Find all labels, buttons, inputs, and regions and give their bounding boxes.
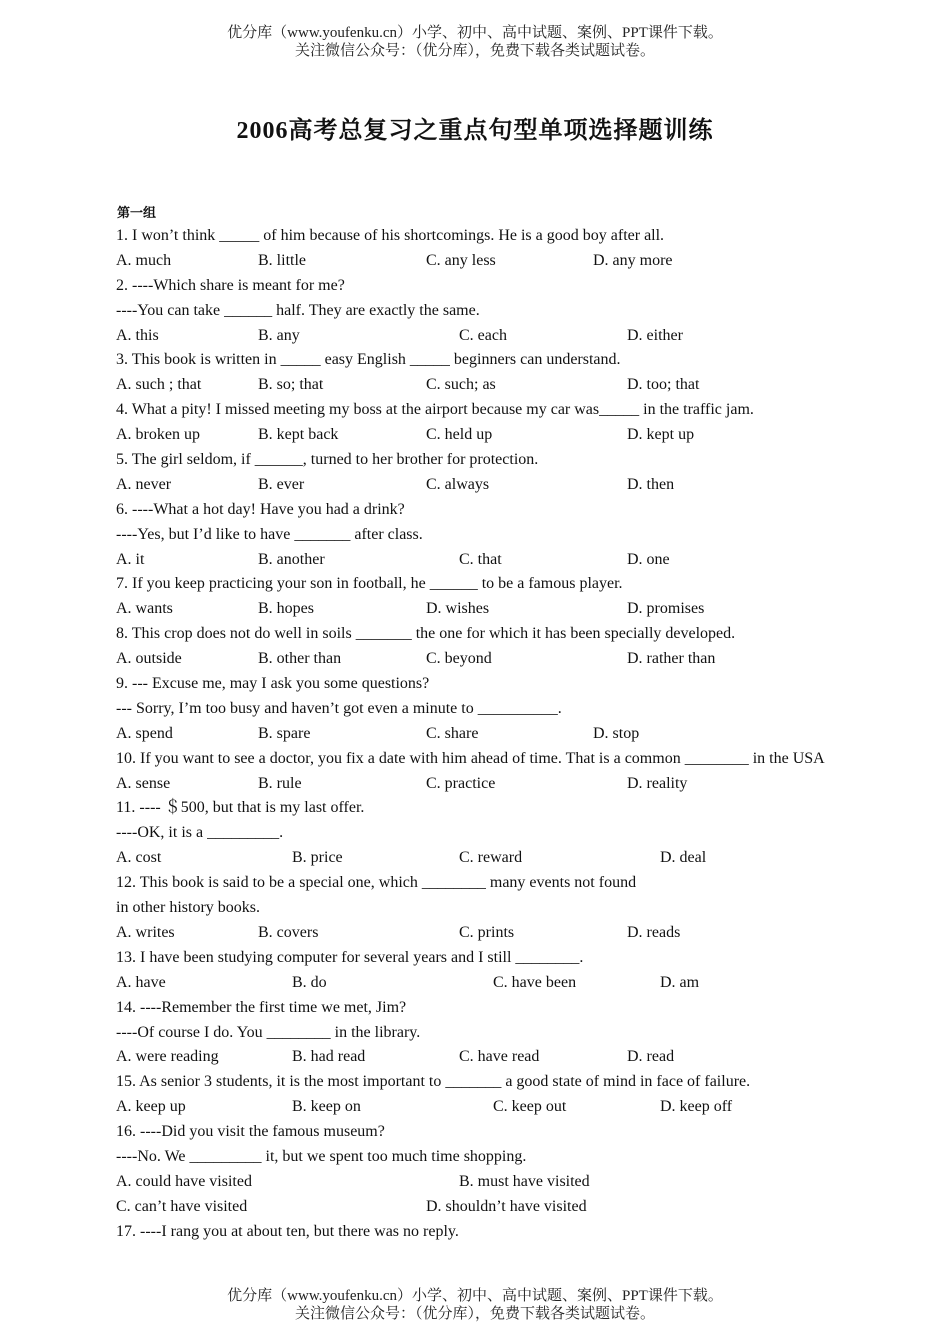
question-text: 13. I have been studying computer for several years and I still ________. [116, 948, 584, 966]
question-text: ----OK, it is a _________. [116, 824, 284, 842]
options-row [116, 971, 916, 996]
answer-option: C. held up [426, 426, 493, 444]
answer-option: C. have been [493, 973, 577, 991]
answer-option: C. keep out [493, 1098, 567, 1116]
answer-option: D. one [627, 550, 670, 568]
question-text: ----Yes, but I’d like to have _______ after class. [116, 525, 423, 543]
answer-option: B. covers [258, 923, 319, 941]
answer-option: D. deal [660, 849, 707, 867]
options-row [116, 249, 916, 274]
answer-option: B. hopes [258, 600, 314, 618]
question-text: 17. ----I rang you at about ten, but there was no reply. [116, 1222, 459, 1240]
answer-option: B. must have visited [459, 1172, 590, 1190]
question-text: 1. I won’t think _____ of him because of his shortcomings. He is a good boy after all. [116, 227, 665, 244]
answer-option: C. prints [459, 923, 515, 941]
answer-option: B. so; that [258, 376, 324, 394]
answer-option: C. reward [459, 849, 523, 867]
answer-option: A. have [116, 973, 166, 991]
answer-option: D. stop [593, 724, 640, 742]
question-text: 3. This book is written in _____ easy English _____ beginners can understand. [116, 351, 621, 369]
answer-option: A. it [116, 550, 145, 568]
answer-option: A. were reading [116, 1048, 219, 1066]
question-text: 7. If you keep practicing your son in football, he ______ to be a famous player. [116, 575, 623, 593]
answer-option: B. rule [258, 774, 302, 792]
answer-option: D. keep off [660, 1098, 733, 1116]
answer-option: B. ever [258, 475, 305, 493]
question-text: ----Of course I do. You ________ in the library. [116, 1023, 421, 1041]
options-row [116, 1095, 916, 1120]
answer-option: A. writes [116, 923, 175, 941]
answer-option: D. either [627, 326, 683, 344]
question-text: 16. ----Did you visit the famous museum? [116, 1123, 385, 1141]
question-text: 8. This crop does not do well in soils _______ the one for which it has been specially developed. [116, 625, 736, 643]
question-text: 4. What a pity! I missed meeting my boss at the airport because my car was_____ in the traffic jam. [116, 401, 754, 419]
answer-option: B. little [258, 251, 306, 269]
answer-option: A. much [116, 251, 172, 269]
answer-option: D. rather than [627, 650, 716, 668]
options-row [116, 1170, 916, 1195]
answer-option: C. any less [426, 251, 496, 269]
question-text: 5. The girl seldom, if ______, turned to her brother for protection. [116, 451, 539, 469]
answer-option: A. outside [116, 650, 182, 668]
answer-option: C. practice [426, 774, 496, 792]
answer-option: A. never [116, 475, 172, 493]
question-text: 6. ----What a hot day! Have you had a drink? [116, 500, 405, 518]
options-row [116, 722, 916, 747]
answer-option: C. always [426, 475, 490, 493]
page-header [0, 24, 950, 60]
question-text: 14. ----Remember the first time we met, Jim? [116, 998, 407, 1016]
options-row [116, 772, 916, 797]
options-row [116, 423, 916, 448]
answer-option: B. had read [292, 1048, 366, 1066]
answer-option: D. then [627, 475, 675, 493]
answer-option: B. keep on [292, 1098, 361, 1116]
answer-option: A. wants [116, 600, 173, 618]
question-text: 15. As senior 3 students, it is the most important to _______ a good state of mind in face of failure. [116, 1073, 751, 1091]
answer-option: D. reads [627, 923, 681, 941]
document-title: 2006高考总复习之重点句型单项选择题训练 [236, 118, 714, 144]
answer-option: B. any [258, 326, 300, 344]
options-row [116, 324, 916, 349]
answer-option: D. too; that [627, 376, 700, 394]
answer-option: A. keep up [116, 1098, 186, 1116]
answer-option: C. can’t have visited [116, 1197, 248, 1215]
answer-option: B. kept back [258, 426, 339, 444]
answer-option: C. that [459, 550, 502, 568]
answer-option: A. sense [116, 774, 171, 792]
answer-option: A. spend [116, 724, 173, 742]
answer-option: A. such ; that [116, 376, 202, 394]
footer-line-1: 优分库（www.youfenku.cn）小学、初中、高中试题、案例、PPT课件下载。 [227, 1288, 723, 1304]
answer-option: D. am [660, 973, 700, 991]
options-row [116, 373, 916, 398]
answer-option: B. other than [258, 650, 342, 668]
question-text: 2. ----Which share is meant for me? [116, 276, 345, 294]
answer-option: B. another [258, 550, 325, 568]
question-text: 11. ---- ＄500, but that is my last offer. [116, 799, 365, 817]
answer-option: C. share [426, 724, 479, 742]
answer-option: A. this [116, 326, 159, 344]
answer-option: D. shouldn’t have visited [426, 1197, 587, 1215]
question-text: ----No. We _________ it, but we spent too much time shopping. [116, 1147, 527, 1165]
options-row [116, 548, 916, 573]
question-list [116, 224, 916, 1245]
answer-option: A. cost [116, 849, 162, 867]
answer-option: B. spare [258, 724, 311, 742]
question-text: 9. --- Excuse me, may I ask you some questions? [116, 675, 430, 693]
options-row [116, 647, 916, 672]
answer-option: B. do [292, 973, 327, 991]
answer-option: C. have read [459, 1048, 540, 1066]
answer-option: A. could have visited [116, 1172, 252, 1190]
answer-option: A. broken up [116, 426, 200, 444]
answer-option: D. any more [593, 251, 673, 269]
options-row [116, 921, 916, 946]
question-text: 12. This book is said to be a special one, which ________ many events not found [116, 874, 637, 892]
options-row [116, 1045, 916, 1070]
page-footer [0, 1287, 950, 1323]
answer-option: D. promises [627, 600, 705, 618]
header-line-2: 关注微信公众号：（优分库），免费下载各类试题试卷。 [294, 43, 655, 59]
question-text: in other history books. [116, 899, 260, 917]
options-row [116, 846, 916, 871]
answer-option: D. read [627, 1048, 675, 1066]
group-heading: 第一组 [117, 205, 157, 220]
answer-option: D. wishes [426, 600, 490, 618]
answer-option: D. kept up [627, 426, 695, 444]
options-row [116, 1195, 916, 1220]
answer-option: B. price [292, 849, 343, 867]
answer-option: C. each [459, 326, 507, 344]
question-text: 10. If you want to see a doctor, you fix a date with him ahead of time. That is a common ________ in the USA [116, 749, 825, 767]
question-text: --- Sorry, I’m too busy and haven’t got even a minute to __________. [116, 699, 562, 717]
answer-option: C. beyond [426, 650, 492, 668]
question-text: ----You can take ______ half. They are exactly the same. [116, 301, 480, 319]
answer-option: C. such; as [426, 376, 496, 394]
options-row [116, 597, 916, 622]
header-line-1: 优分库（www.youfenku.cn）小学、初中、高中试题、案例、PPT课件下载。 [227, 25, 723, 41]
footer-line-2: 关注微信公众号：（优分库），免费下载各类试题试卷。 [294, 1306, 655, 1322]
options-row [116, 473, 916, 498]
answer-option: D. reality [627, 774, 688, 792]
